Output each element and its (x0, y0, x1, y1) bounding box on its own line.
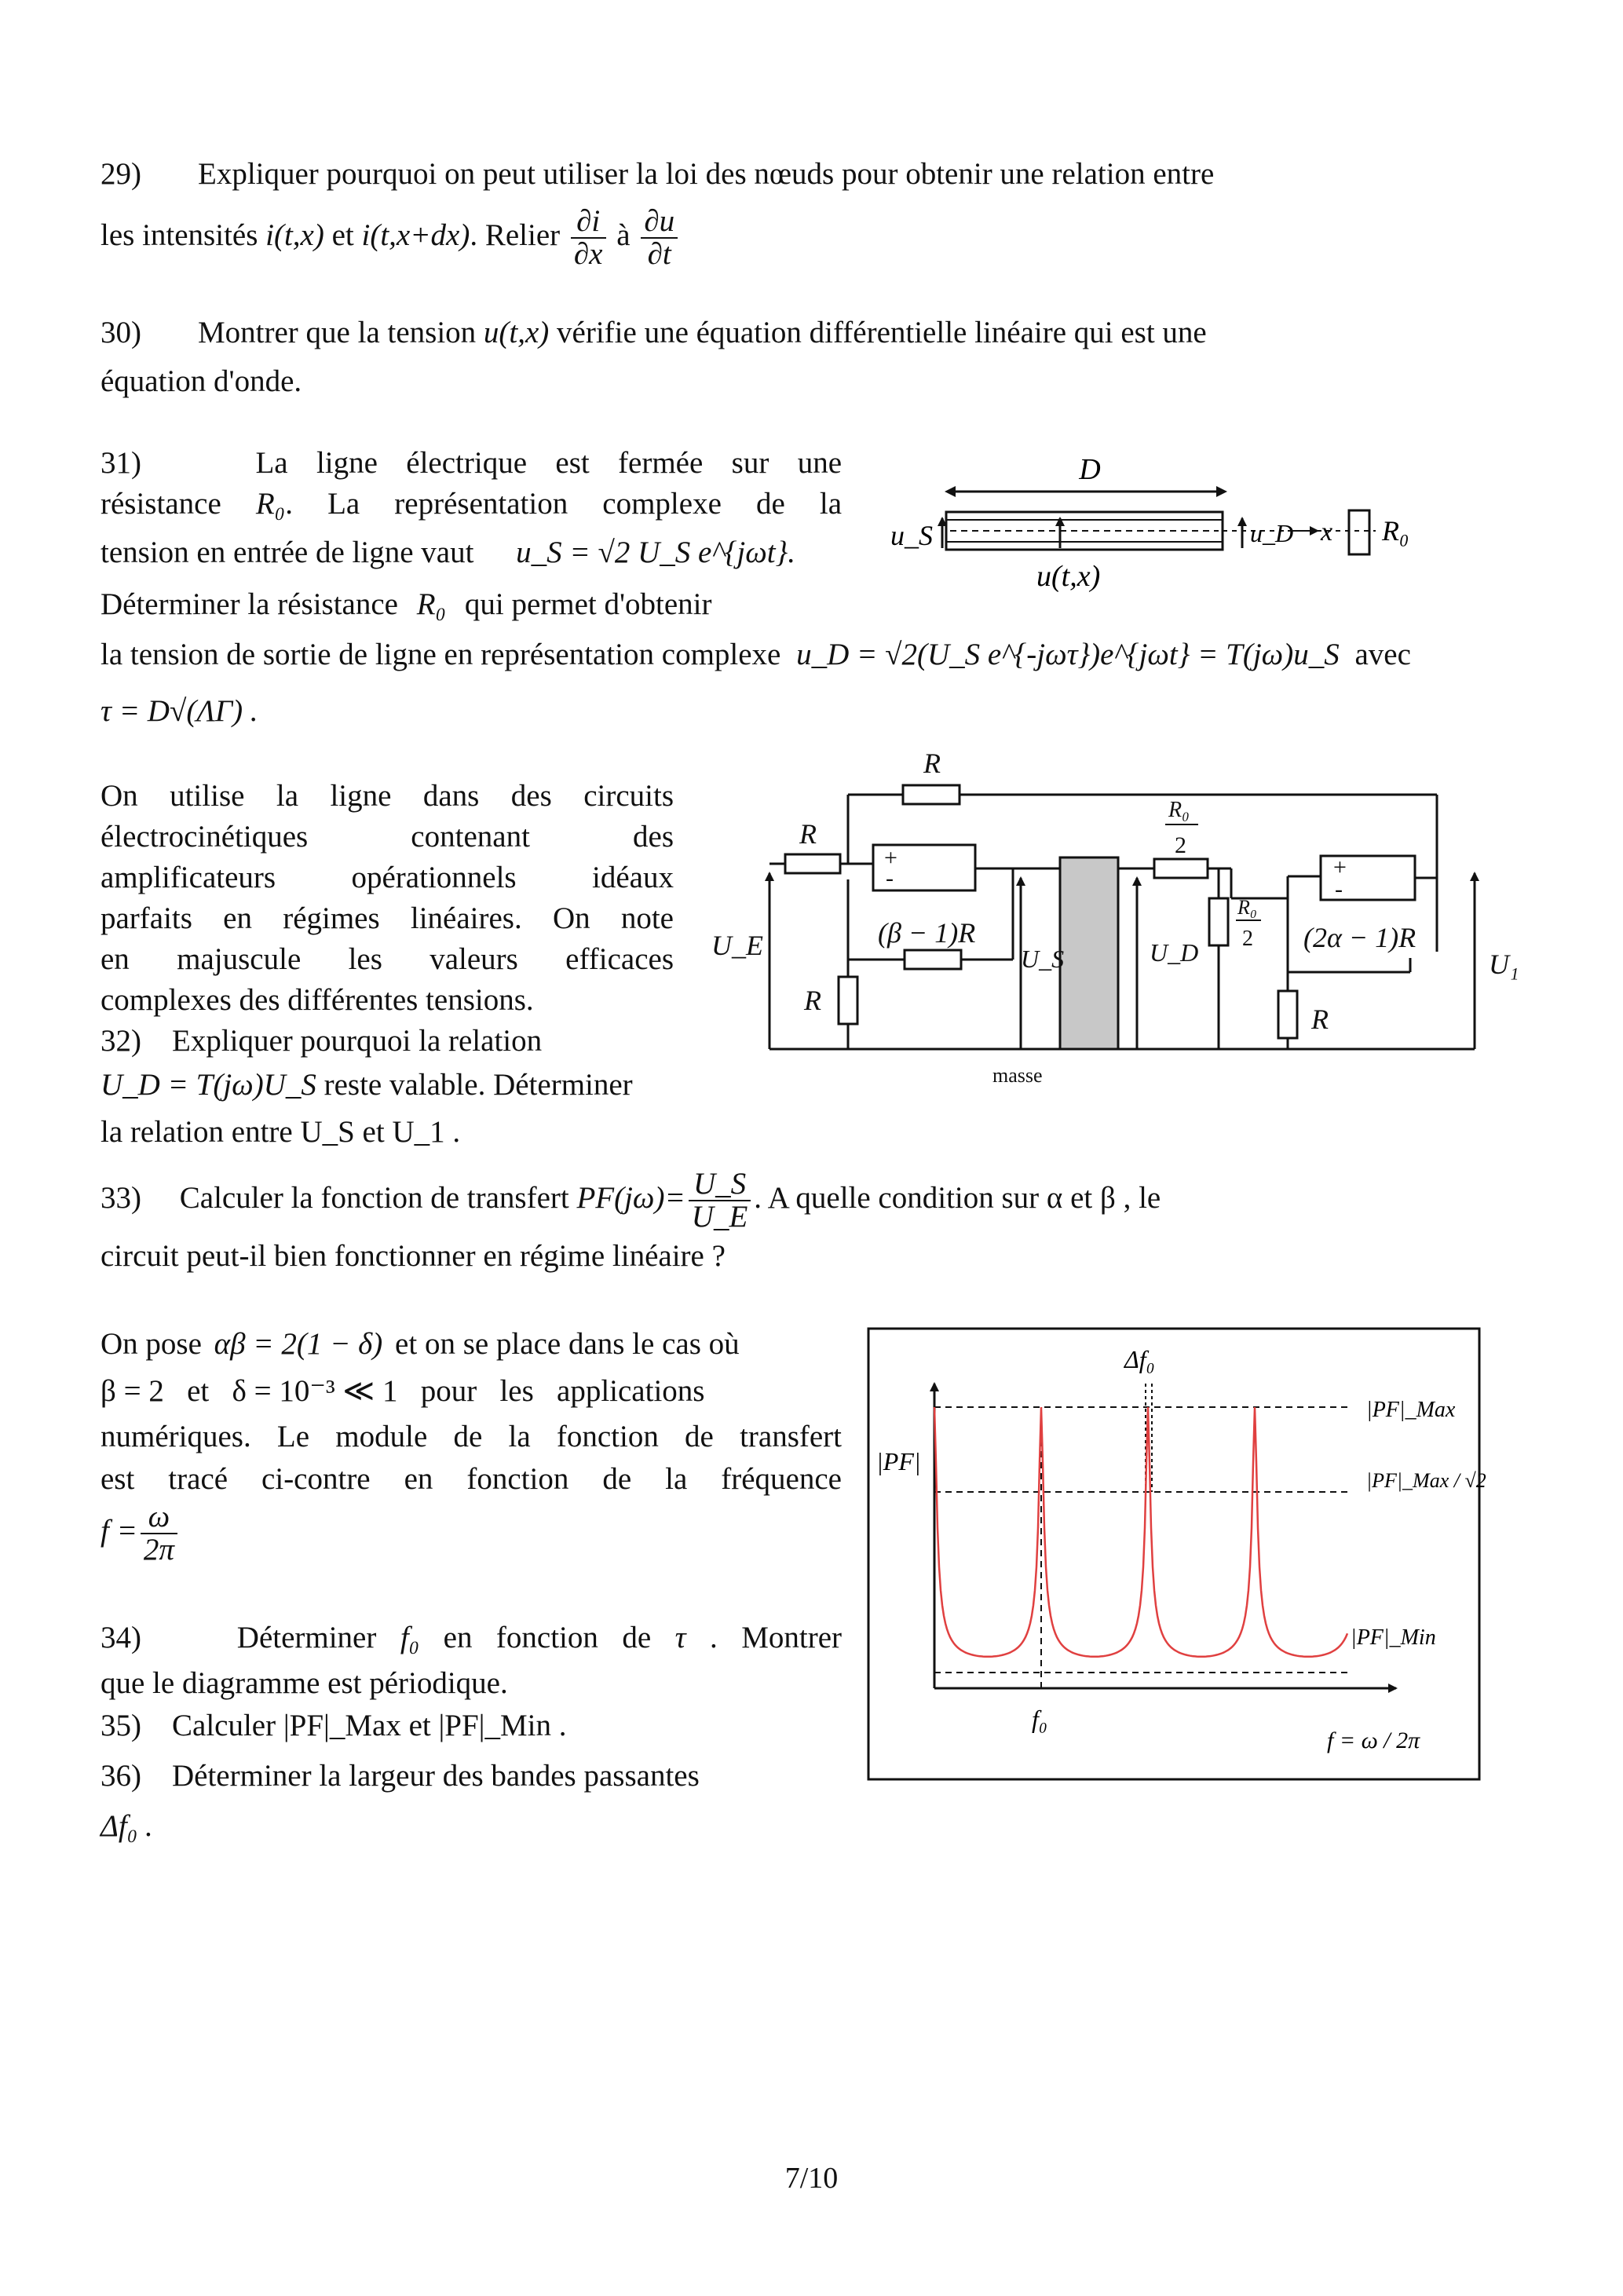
intro-line2: électrocinétiques contenant des (101, 820, 674, 854)
q34-line2: que le diagramme est périodique. (101, 1666, 508, 1700)
q33-line1: 33) Calculer la fonction de transfert PF(jω)= $\frac{U\_S}{U\_E}$ . A quelle condition sur α et β , le (101, 1167, 1161, 1234)
circuit-label-R0-shunt: R₀ (1237, 896, 1257, 919)
circuit-label-2-series: 2 (1175, 832, 1186, 858)
circuit-label-R-top: R (923, 748, 941, 779)
opamp2-plus: + (1333, 854, 1347, 880)
intro-line1: On utilise la ligne dans des circuits (101, 779, 674, 813)
q35-line1: 35) Calculer |PF|_Max et |PF|_Min . (101, 1709, 567, 1742)
q32-line3: la relation entre U_S et U_1 . (101, 1115, 461, 1149)
intro-line3: amplificateurs opérationnels idéaux (101, 861, 674, 894)
q31-line1: 31) La ligne électrique est fermée sur une (101, 446, 843, 480)
chart-annot-min: |PF|_Min (1351, 1625, 1436, 1650)
circuit-label-U1: U₁ (1489, 949, 1519, 980)
q29-line2: les intensités i(t,x) et i(t,x+dx). Relier $\frac{\partial i}{\partial x}$ à $\frac{\partial u}{\partial t}$ (101, 206, 681, 270)
pose-frac: $\frac{\omega}{2\pi}$ (141, 1501, 177, 1566)
q31-line2: résistance R₀. La représentation complexe de la (101, 487, 843, 521)
q31-line5: la tension de sortie de ligne en représentation complexe u_D = √2(U_S e^{-jωτ})e^{jωt} = T(jω)u_S avec (101, 638, 1411, 671)
q36-line2: Δf₀ . (101, 1809, 153, 1843)
q29-line1: Expliquer pourquoi on peut utiliser la loi des nœuds pour obtenir une relation entre (198, 157, 1215, 191)
pose-line2: β = 2 et δ = 10⁻³ ≪ 1 pour les applications (101, 1374, 705, 1408)
q32-line1: 32) Expliquer pourquoi la relation (101, 1024, 543, 1058)
q30-line2: équation d'onde. (101, 364, 302, 398)
chart-annot-df0: Δf₀ (1124, 1345, 1155, 1373)
circuit-label-US: U_S (1021, 945, 1065, 973)
intro-line6: complexes des différentes tensions. (101, 983, 534, 1017)
line-figure (890, 453, 1409, 593)
circuit-label-masse: masse (992, 1064, 1043, 1087)
line-fig-uD: u_D (1250, 519, 1294, 547)
q30-line1: Montrer que la tension u(t,x) vérifie une équation différentielle linéaire qui est une (198, 316, 1207, 349)
chart-xlabel: f = ω / 2π (1327, 1727, 1420, 1753)
chart-annot-max-sqrt2: |PF|_Max / √2 (1366, 1469, 1486, 1492)
circuit-label-R0-series: R₀ (1168, 798, 1190, 822)
pose-line4: est tracé ci-contre en fonction de la fréquence (101, 1462, 842, 1496)
line-fig-R0: R₀ (1382, 515, 1409, 547)
chart-ylabel: |PF| (876, 1447, 921, 1475)
q33-frac: $\frac{U\_S}{U\_E}$ (689, 1168, 751, 1233)
line-fig-utx: u(t,x) (1036, 560, 1101, 593)
q33-line2: circuit peut-il bien fonctionner en régime linéaire ? (101, 1239, 726, 1273)
circuit-label-beta: (β − 1)R (878, 917, 976, 949)
pose-line5: f = $\frac{\omega}{2\pi}$ (101, 1501, 181, 1566)
chart-annot-max: |PF|_Max (1366, 1398, 1456, 1422)
chart-x-tick-f0: f₀ (1032, 1705, 1048, 1733)
q36-line1: 36) Déterminer la largeur des bandes passantes (101, 1759, 700, 1793)
q29-number: 29) (101, 157, 141, 191)
chart-curve (934, 1407, 1347, 1657)
circuit-label-2-shunt: 2 (1242, 927, 1253, 951)
pf-chart (868, 1329, 1486, 1779)
circuit-label-R-gnd: R (804, 985, 821, 1016)
q31-line4: Déterminer la résistance R₀ qui permet d'obtenir (101, 587, 712, 621)
circuit-label-UE: U_E (711, 930, 763, 961)
q31-line3: tension en entrée de ligne vaut u_S = √2 U_S e^{jωt}. (101, 536, 795, 569)
opamp1-minus: - (886, 865, 894, 891)
opamp2-minus: - (1335, 876, 1343, 902)
opamp1-plus: + (884, 845, 897, 871)
q29-frac-du-dt: $\frac{\partial u}{\partial t}$ (641, 206, 678, 270)
q34-line1: 34) Déterminer f₀ en fonction de τ . Montrer (101, 1621, 843, 1654)
line-fig-us: u_S (890, 520, 933, 551)
intro-line5: en majuscule les valeurs efficaces (101, 942, 674, 976)
circuit-label-alpha: (2α − 1)R (1303, 922, 1416, 953)
q30-number: 30) (101, 316, 141, 349)
q32-line2: U_D = T(jω)U_S reste valable. Déterminer (101, 1068, 633, 1102)
intro-line4: parfaits en régimes linéaires. On note (101, 901, 674, 935)
pose-line1: On pose αβ = 2(1 − δ) et on se place dans le cas où (101, 1327, 740, 1361)
circuit-label-R-in: R (799, 818, 817, 850)
circuit-label-R-out: R (1311, 1004, 1329, 1035)
circuit-figure (769, 785, 1475, 1049)
pose-line3: numériques. Le module de la fonction de transfert (101, 1420, 842, 1453)
q29-frac-di-dx: $\frac{\partial i}{\partial x}$ (571, 206, 606, 270)
line-fig-D: D (1079, 453, 1101, 486)
line-fig-x: x (1321, 517, 1333, 547)
page-number: 7/10 (784, 2162, 839, 2195)
circuit-label-UD: U_D (1150, 938, 1199, 967)
q31-line6: τ = D√(ΛΓ) . (101, 694, 258, 728)
chart-series-pf (934, 1407, 1347, 1657)
